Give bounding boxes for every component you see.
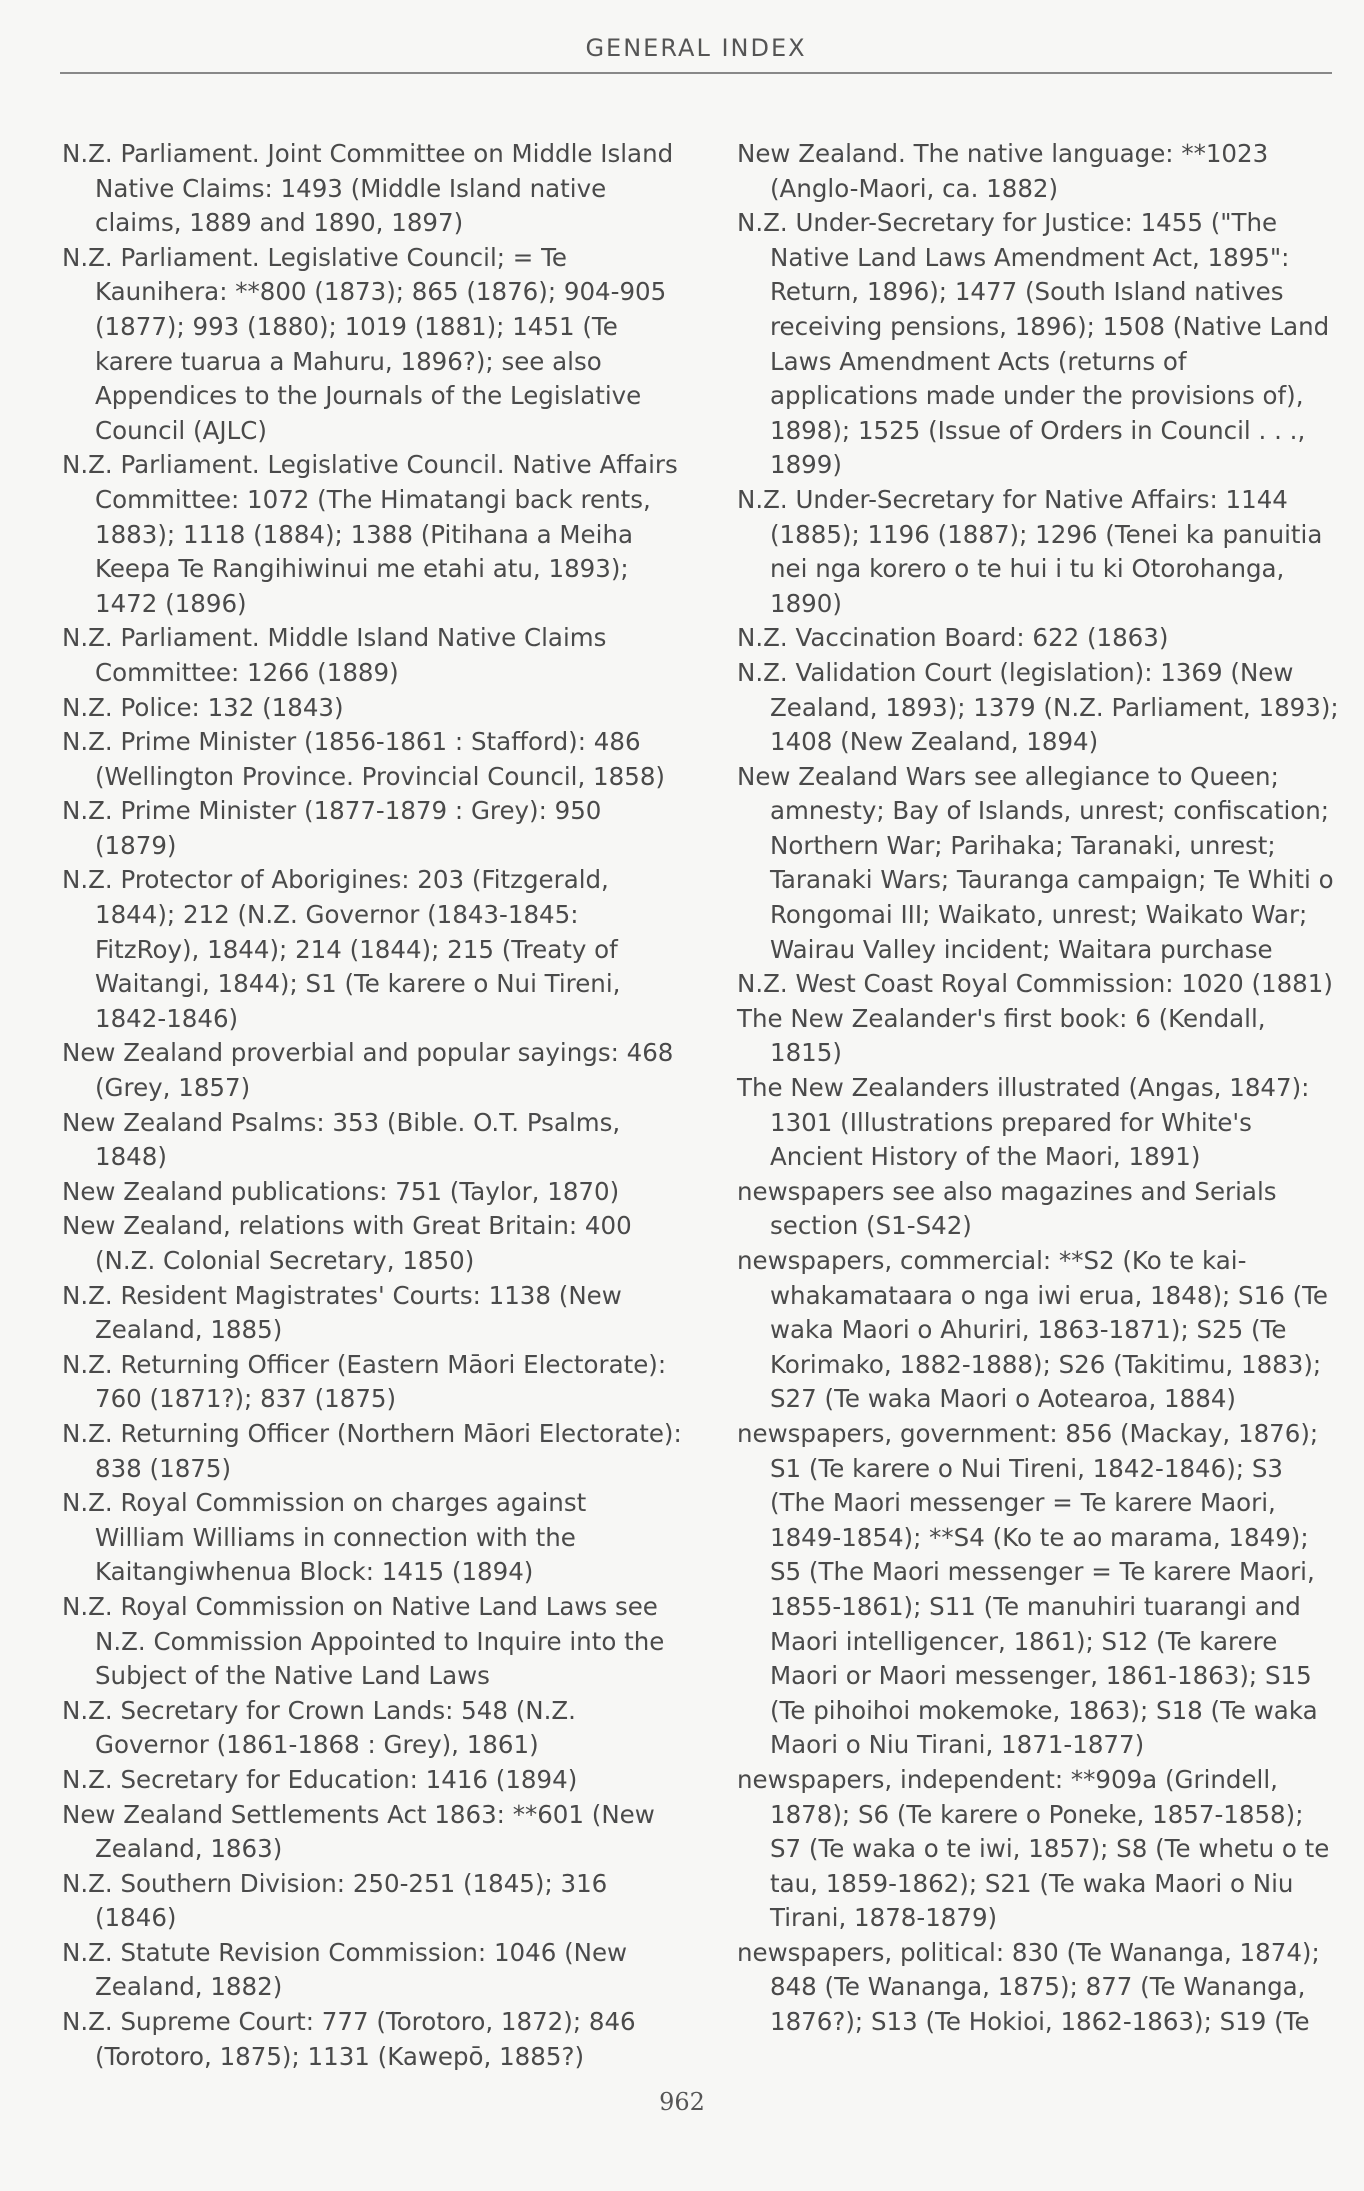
index-entry: N.Z. Validation Court (legislation): 1369 (New Zealand, 1893); 1379 (N.Z. Parliament, 1893); 1408 (New Zealand, 1894): [737, 657, 1339, 757]
index-entry: New Zealand, relations with Great Britain: 400 (N.Z. Colonial Secretary, 1850): [62, 1211, 632, 1275]
index-entry: N.Z. Parliament. Legislative Council. Native Affairs Committee: 1072 (The Himatangi back rents, 1883); 1118 (1884); 1388 (Pitihana a Meiha Keepa Te Rangihiwinui me etahi atu, 1893); 1472 (1896): [62, 450, 678, 618]
index-entry: N.Z. Supreme Court: 777 (Torotoro, 1872); 846 (Torotoro, 1875); 1131 (Kawepō, 1885?): [62, 2007, 636, 2071]
header-rule: [60, 72, 1332, 74]
index-entry: N.Z. Returning Officer (Northern Māori Electorate): 838 (1875): [62, 1418, 682, 1483]
index-entry: New Zealand Wars see allegiance to Queen; amnesty; Bay of Islands, unrest; confiscation; Northern War; Parihaka; Taranaki, unrest; Taranaki Wars; Tauranga campaign; Te Whiti o Rongomai III; Waikato, unrest; Waikato War; Wairau Valley incident; Waitara purchase: [737, 761, 1334, 964]
index-entry: newspapers see also magazines and Serials section (S1-S42): [737, 1176, 1277, 1241]
index-entry: N.Z. West Coast Royal Commission: 1020 (1881): [737, 969, 1333, 999]
index-entry: newspapers, independent: **909a (Grindell, 1878); S6 (Te karere o Poneke, 1857-1858); S7 (Te waka o te iwi, 1857); S8 (Te whetu o te tau, 1859-1862); S21 (Te waka Maori o Niu Tirani, 1878-1879): [737, 1764, 1330, 1933]
index-column-right: [737, 137, 1342, 2040]
index-entry: N.Z. Returning Officer (Eastern Māori Electorate): 760 (1871?); 837 (1875): [62, 1349, 667, 1414]
index-entry: The New Zealanders illustrated (Angas, 1847): 1301 (Illustrations prepared for White's Ancient History of the Maori, 1891): [737, 1073, 1310, 1172]
index-entry: newspapers, political: 830 (Te Wananga, 1874); 848 (Te Wananga, 1875); 877 (Te Wananga, 1876?); S13 (Te Hokioi, 1862-1863); S19 (Te: [737, 1937, 1320, 2037]
index-entry: N.Z. Police: 132 (1843): [62, 692, 344, 722]
index-entry: New Zealand Settlements Act 1863: **601 (New Zealand, 1863): [62, 1799, 655, 1864]
index-entry: N.Z. Parliament. Middle Island Native Claims Committee: 1266 (1889): [62, 623, 607, 687]
index-entry: New Zealand Psalms: 353 (Bible. O.T. Psalms, 1848): [62, 1107, 621, 1172]
index-entry: New Zealand. The native language: **1023 (Anglo-Maori, ca. 1882): [737, 139, 1269, 203]
running-header: GENERAL INDEX: [585, 34, 807, 62]
index-entry: N.Z. Statute Revision Commission: 1046 (New Zealand, 1882): [62, 1937, 628, 2002]
index-entry: newspapers, government: 856 (Mackay, 1876); S1 (Te karere o Nui Tireni, 1842-1846); S3 (The Maori messenger = Te karere Maori, 1849-1854); **S4 (Ko te ao marama, 1849); S5 (The Maori messenger = Te karere Maori, 1855-1861); S11 (Te manuhiri tuarangi and Maori intelligencer, 1861); S12 (Te karere Maori or Maori messenger, 1861-1863); S15 (Te pihoihoi mokemoke, 1863); S18 (Te waka Maori o Niu Tirani, 1871-1877): [737, 1418, 1319, 1760]
index-column-left: [62, 137, 682, 2074]
index-entry: newspapers, commercial: **S2 (Ko te kai-whakamataara o nga iwi erua, 1848); S16 (Te waka Maori o Ahuriri, 1863-1871); S25 (Te Korimako, 1882-1888); S26 (Takitimu, 1883); S27 (Te waka Maori o Aotearoa, 1884): [737, 1246, 1328, 1414]
index-entry: The New Zealander's first book: 6 (Kendall, 1815): [737, 1003, 1266, 1068]
index-entry: N.Z. Under-Secretary for Native Affairs: 1144 (1885); 1196 (1887); 1296 (Tenei ka panuitia nei nga korero o te hui i tu ki Otorohanga, 1890): [737, 484, 1323, 618]
index-entry: N.Z. Parliament. Joint Committee on Middle Island Native Claims: 1493 (Middle Island native claims, 1889 and 1890, 1897): [62, 139, 674, 238]
index-entry: N.Z. Prime Minister (1877-1879 : Grey): 950 (1879): [62, 796, 602, 860]
index-entry: New Zealand publications: 751 (Taylor, 1870): [62, 1176, 620, 1206]
index-entry: N.Z. Southern Division: 250-251 (1845); 316 (1846): [62, 1868, 608, 1933]
index-entry: N.Z. Secretary for Education: 1416 (1894): [62, 1764, 578, 1794]
index-entry: N.Z. Protector of Aborigines: 203 (Fitzgerald, 1844); 212 (N.Z. Governor (1843-1845: FitzRoy), 1844); 214 (1844); 215 (Treaty of Waitangi, 1844); S1 (Te karere o Nui Tireni, 1842-1846): [62, 865, 621, 1033]
index-entry: N.Z. Vaccination Board: 622 (1863): [737, 623, 1169, 653]
index-entry: N.Z. Under-Secretary for Justice: 1455 ("The Native Land Laws Amendment Act, 1895": Return, 1896); 1477 (South Island natives receiving pensions, 1896); 1508 (Native Land Laws Amendment Acts (returns of applications made under the provisions of), 1898); 1525 (Issue of Orders in Council . . ., 1899): [737, 208, 1330, 480]
index-entry: N.Z. Prime Minister (1856-1861 : Stafford): 486 (Wellington Province. Provincial Council, 1858): [62, 727, 665, 791]
index-entry: N.Z. Parliament. Legislative Council; = Te Kaunihera: **800 (1873); 865 (1876); 904-905 (1877); 993 (1880); 1019 (1881); 1451 (Te karere tuarua a Mahuru, 1896?); see also Appendices to the Journals of the Legislative Council (AJLC): [62, 242, 667, 445]
page-number: 962: [659, 2088, 705, 2116]
index-entry: New Zealand proverbial and popular sayings: 468 (Grey, 1857): [62, 1038, 674, 1103]
index-entry: N.Z. Royal Commission on charges against William Williams in connection with the Kaitangiwhenua Block: 1415 (1894): [62, 1488, 587, 1587]
index-entry: N.Z. Royal Commission on Native Land Laws see N.Z. Commission Appointed to Inquire into the Subject of the Native Land Laws: [62, 1591, 665, 1691]
index-entry: N.Z. Secretary for Crown Lands: 548 (N.Z. Governor (1861-1868 : Grey), 1861): [62, 1695, 576, 1760]
index-entry: N.Z. Resident Magistrates' Courts: 1138 (New Zealand, 1885): [62, 1280, 622, 1345]
